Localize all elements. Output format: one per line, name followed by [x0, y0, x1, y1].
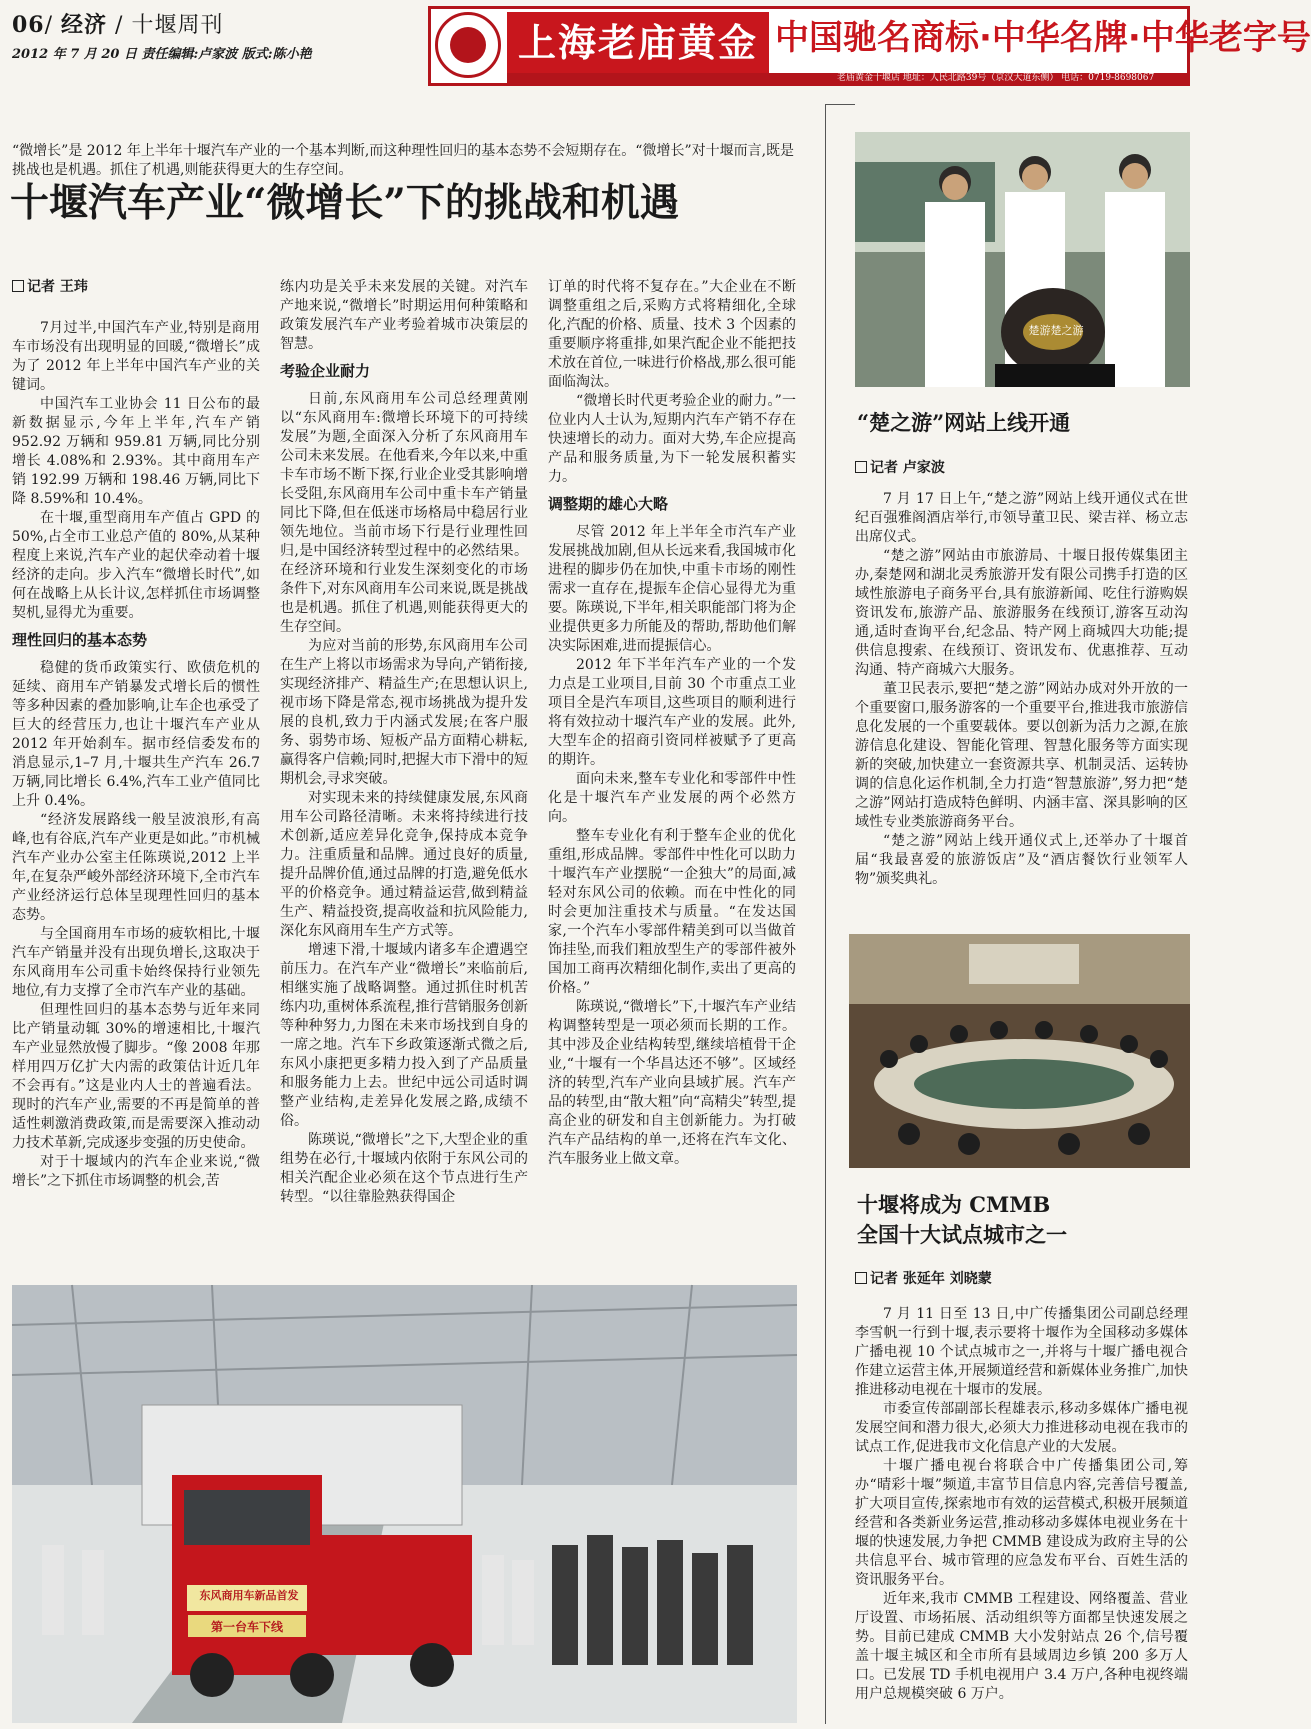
- paragraph: “楚之游”网站由市旅游局、十堰日报传媒集团主办,秦楚网和湖北灵秀旅游开发有限公司携手打造的区域性旅游电子商务平台,具有旅游新闻、吃住行游购娱资讯发布,旅游产品、旅游服务在线预订,游客互动沟通,适时查询平台,纪念品、特产网上商城四大功能;提供信息搜索、在线预订、资讯发布、优惠推荐、互动沟通、特产商城六大服务。: [855, 548, 1188, 678]
- paragraph: 练内功是关乎未来发展的关键。对汽车产地来说,“微增长”时期运用何种策略和政策发展汽车产业考验着城市决策层的智慧。: [280, 279, 528, 352]
- subheading: 理性回归的基本态势: [12, 631, 148, 649]
- divider-tick: [825, 104, 855, 105]
- page-header: [12, 8, 422, 62]
- ad-brand: 上海老庙黄金: [507, 12, 769, 74]
- article-headline: 十堰汽车产业“微增长”下的挑战和机遇: [10, 180, 679, 226]
- factory-scene-icon: [12, 1285, 797, 1723]
- paragraph: 面向未来,整车专业化和零部件中性化是十堰汽车产业发展的两个必然方向。: [548, 771, 796, 825]
- byline-box-icon: [855, 1272, 867, 1284]
- paragraph: 陈瑛说,“微增长”之下,大型企业的重组势在必行,十堰域内依附于东风公司的相关汽配企业必须在这个节点进行生产转型。“以往靠脸熟获得国企: [280, 1132, 528, 1205]
- sidebar-article1-title: “楚之游”网站上线开通: [857, 410, 1071, 435]
- title-line: 十堰将成为 CMMB: [857, 1192, 1051, 1217]
- article-column-2: [280, 278, 528, 1207]
- paragraph: “经济发展路线一般呈波浪形,有高峰,也有谷底,汽车产业更是如此。”市机械汽车产业办公室主任陈瑛说,2012 上半年,在复杂严峻外部经济环境下,全市汽车产业经济运行总体呈现理性回归的基本态势。: [12, 812, 260, 923]
- subheading: 考验企业耐力: [280, 362, 371, 380]
- paragraph: 市委宣传部副部长程雄表示,移动多媒体广播电视发展空间和潜力很大,必须大力推进移动电视在我市的试点工作,促进我市文化信息产业的大发展。: [855, 1401, 1188, 1455]
- paragraph: 订单的时代将不复存在。”大企业在不断调整重组之后,采购方式将精细化,全球化,汽配的价格、质量、技术 3 个因素的重要顺序将重排,如果汽配企业不能把技术放在首位,一味进行价格战,那么很可能面临淘汰。: [548, 279, 796, 390]
- paragraph: 稳健的货币政策实行、欧债危机的延续、商用车产销暴发式增长后的惯性等多种因素的叠加影响,让车企也承受了巨大的经营压力,也让十堰汽车产业从 2012 年开始刹车。据市经信委发布的消息显示,1–7 月,十堰共生产汽车 26.7 万辆,同比增长 6.4%,汽车工业产值同比上升 0.4%。: [12, 660, 260, 809]
- sidebar-article2-byline: 记者 张延年 刘晓蒙: [855, 1268, 1188, 1288]
- brand-logo-icon: [435, 12, 501, 78]
- paragraph: 十堰广播电视台将联合中广传播集团公司,筹办“晴彩十堰”频道,丰富节目信息内容,完善信号覆盖,扩大项目宣传,探索地市有效的运营模式,积极开展频道经营和各类新业务运营,推动移动多媒体电视业务在十堰的快速发展,力争把 CMMB 建设成为政府主导的公共信息平台、城市管理的应急发布平台、百姓生活的资讯服务平台。: [855, 1458, 1188, 1588]
- ceremony-ball-text: 楚游楚之游: [1028, 324, 1084, 337]
- paragraph: 对实现未来的持续健康发展,东风商用车公司路径清晰。未来将持续进行技术创新,适应差异化竞争,保持成本竞争力。注重质量和品牌。通过良好的质量,提升品牌价值,通过品牌的打造,避免低水平的价格竞争。通过精益运营,做到精益生产、精益投资,提高收益和抗风险能力,深化东风商用车生产方式等。: [280, 790, 528, 939]
- paragraph: 在十堰,重型商用车产值占 GPD 的 50%,占全市工业总产值的 80%,从某种程度上来说,汽车产业的起伏牵动着十堰经济的走向。步入汽车“微增长时代”,如何在战略上从长计议,怎样抓住市场调整契机,显得尤为重要。: [12, 510, 260, 621]
- paragraph: 对于十堰域内的汽车企业来说,“微增长”之下抓住市场调整的机会,苦: [12, 1154, 260, 1189]
- paragraph: “微增长时代更考验企业的耐力。”一位业内人士认为,短期内汽车产销不存在快速增长的动力。面对大势,车企应提高产品和服务质量,为下一轮发展积蓄实力。: [548, 393, 796, 485]
- paragraph: “楚之游”网站上线开通仪式上,还举办了十堰首届“我最喜爱的旅游饭店”及“酒店餐饮行业领军人物”颁奖典礼。: [855, 833, 1188, 887]
- column-divider: [825, 104, 826, 1724]
- sidebar-article2-title: [857, 1190, 1190, 1250]
- ceremony-photo: [855, 132, 1190, 387]
- truck-launch-photo: [12, 1285, 797, 1723]
- subheading: 调整期的雄心大略: [548, 495, 669, 513]
- article-lead: “微增长”是 2012 年上半年十堰汽车产业的一个基本判断,而这种理性回归的基本态势不会短期存在。“微增长”对十堰而言,既是挑战也是机遇。抓住了机遇,则能获得更大的生存空间。: [12, 143, 795, 178]
- paragraph: 7 月 11 日至 13 日,中广传播集团公司副总经理李雪帆一行到十堰,表示要将十堰作为全国移动多媒体广播电视 10 个试点城市之一,并将与十堰广播电视合作建立运营主体,开展频道经营和新媒体业务推广,加快推进移动电视在十堰市的发展。: [855, 1306, 1188, 1398]
- paragraph: 尽管 2012 年上半年全市汽车产业发展挑战加剧,但从长远来看,我国城市化进程的脚步仍在加快,中重卡市场的刚性需求一直存在,提振车企信心显得尤为重要。陈瑛说,下半年,相关职能部门将为企业提供更多力所能及的帮助,帮助他们解决实际困难,进而提振信心。: [548, 524, 796, 654]
- ad-address: 老庙黄金十堰店 地址：人民北路39号（京汉大道东侧） 电话：0719-8698067: [507, 73, 1187, 83]
- byline-box-icon: [12, 280, 24, 292]
- truck-banner-text: 第一台车下线: [210, 1620, 283, 1634]
- sidebar-article1-body: [855, 490, 1188, 889]
- article-column-3: [548, 278, 796, 1169]
- paragraph: 增速下滑,十堰域内诸多车企遭遇空前压力。在汽车产业“微增长”来临前后,相继实施了战略调整。通过抓住时机苦练内功,重树体系流程,推行营销服务创新等种种努力,力图在未来市场找到自身的一席之地。汽车下乡政策逐渐式微之后,东风小康把更多精力投入到了产品质量和服务能力上去。世纪中远公司适时调整产业结构,走差异化发展之路,成绩不俗。: [280, 942, 528, 1129]
- paragraph: 中国汽车工业协会 11 日公布的最新数据显示,今年上半年,汽车产销 952.92 万辆和 959.81 万辆,同比分别增长 4.08%和 2.93%。其中商用车产销 192.99 万辆和 198.46 万辆,同比下降 8.59%和 10.4%。: [12, 396, 260, 507]
- paragraph: 但理性回归的基本态势与近年来同比产销量动辄 30%的增速相比,十堰汽车产业显然放慢了脚步。“像 2008 年那样用四万亿扩大内需的政策估计近几年不会再有。”这是业内人士的普遍看法。现时的汽车产业,需要的不再是简单的普适性刺激消费政策,而是需要深入推动动力技术革新,完成逐步变强的历史使命。: [12, 1002, 260, 1151]
- paragraph: 7 月 17 日上午,“楚之游”网站上线开通仪式在世纪百强雅阁酒店举行,市领导董卫民、梁吉祥、杨立志出席仪式。: [855, 491, 1188, 545]
- paragraph: 2012 年下半年汽车产业的一个发力点是工业项目,目前 30 个市重点工业项目全是汽车项目,这些项目的顺利进行将有效拉动十堰汽车产业的发展。此外,大型车企的招商引资同样被赋予了更高的期许。: [548, 657, 796, 768]
- sidebar-article1-byline: 记者 卢家波: [855, 457, 1188, 477]
- meeting-scene-icon: [849, 934, 1190, 1168]
- article-column-1: [12, 278, 260, 1191]
- title-line: 全国十大试点城市之一: [857, 1222, 1067, 1247]
- paragraph: 与全国商用车市场的疲软相比,十堰汽车产销量并没有出现负增长,这取决于东风商用车公司重卡始终保持行业领先地位,有力支撑了全市汽车产业的基础。: [12, 926, 260, 999]
- paragraph: 近年来,我市 CMMB 工程建设、网络覆盖、营业厅设置、市场拓展、活动组织等方面都呈快速发展之势。目前已建成 CMMB 大小发射站点 26 个,信号覆盖十堰主城区和全市所有县域周边乡镇 200 多万人口。已发展 TD 手机电视用户 3.4 万户,各种电视终端用户总规模突破 6 万户。: [855, 1591, 1188, 1702]
- paper-name: 十堰周刊: [131, 13, 224, 38]
- paragraph: 7月过半,中国汽车产业,特别是商用车市场没有出现明显的回暖,“微增长”成为了 2012 年上半年中国汽车产业的关键词。: [12, 320, 260, 393]
- sidebar-article2-body: [855, 1305, 1188, 1704]
- paragraph: 董卫民表示,要把“楚之游”网站办成对外开放的一个重要窗口,服务游客的一个重要平台,推进我市旅游信息化发展的一个重要载体。要以创新为活力之源,在旅游信息化建设、智能化管理、智慧化服务等方面实现新的突破,加快建立一套资源共享、机制灵活、运转协调的信息化运作机制,全力打造“智慧旅游”,努力把“楚之游”网站打造成特色鲜明、内涵丰富、深具影响的区域性专业类旅游商务平台。: [855, 681, 1188, 830]
- ceremony-scene-icon: [855, 132, 1190, 387]
- date-line: 2012 年 7 月 20 日 责任编辑:卢家波 版式:陈小艳: [12, 47, 312, 62]
- paragraph: 日前,东风商用车公司总经理黄刚以“东风商用车:微增长环境下的可持续发展”为题,全面深入分析了东风商用车公司未来发展。在他看来,今年以来,中重卡车市场不断下探,行业企业受其影响增长受阻,东风商用车公司中重卡车产销量同比下降,但在低迷市场格局中稳居行业领先地位。当前市场下行是行业理性回归,是中国经济转型过程中的必然结果。在经济环境和行业发生深刻变化的市场条件下,对东风商用车公司来说,既是挑战也是机遇。抓住了机遇,则能获得更大的生存空间。: [280, 391, 528, 635]
- meeting-photo: [849, 934, 1190, 1168]
- paragraph: 整车专业化有利于整车企业的优化重组,形成品牌。零部件中性化可以助力十堰汽车产业摆脱“一企独大”的局面,减轻对东风公司的依赖。而在中性化的同时会更加注重技术与质量。“在发达国家,一个汽车小零部件精美到可以当做首饰挂坠,而我们粗放型生产的零部件被外国加工商再次精细化制作,卖出了更高的价格。”: [548, 828, 796, 996]
- paragraph: 为应对当前的形势,东风商用车公司在生产上将以市场需求为导向,产销衔接,实现经济排产、精益生产;在思想认识上,视市场下降是常态,视市场挑战为提升发展的良机,致力于内涵式发展;在客户服务、弱势市场、短板产品方面精心耕耘,赢得客户信赖;同时,把握大市下滑中的短期机会,寻求突破。: [280, 638, 528, 787]
- truck-cab-text: 东风商用车新品首发: [199, 1589, 299, 1602]
- byline-box-icon: [855, 461, 867, 473]
- paragraph: 陈瑛说,“微增长”下,十堰汽车产业结构调整转型是一项必须而长期的工作。其中涉及企业结构转型,继续培植骨干企业,“十堰有一个华昌达还不够”。区域经济的转型,汽车产业向县域扩展。汽车产品的转型,由“散大粗”向“高精尖”转型,提高企业的研发和自主创新能力。为打破汽车产品结构的单一,还将在汽车文化、汽车服务业上做文章。: [548, 999, 796, 1167]
- section-name: 经济: [61, 12, 108, 38]
- page-number: 06: [12, 12, 45, 38]
- article-byline: 记者 王玮: [12, 278, 260, 297]
- page-title: 06/ 经济 / 十堰周刊: [12, 12, 224, 38]
- ad-slogan: 中国驰名商标·中华名牌·中华老字号: [775, 18, 1311, 58]
- advertisement-banner: [428, 6, 1311, 86]
